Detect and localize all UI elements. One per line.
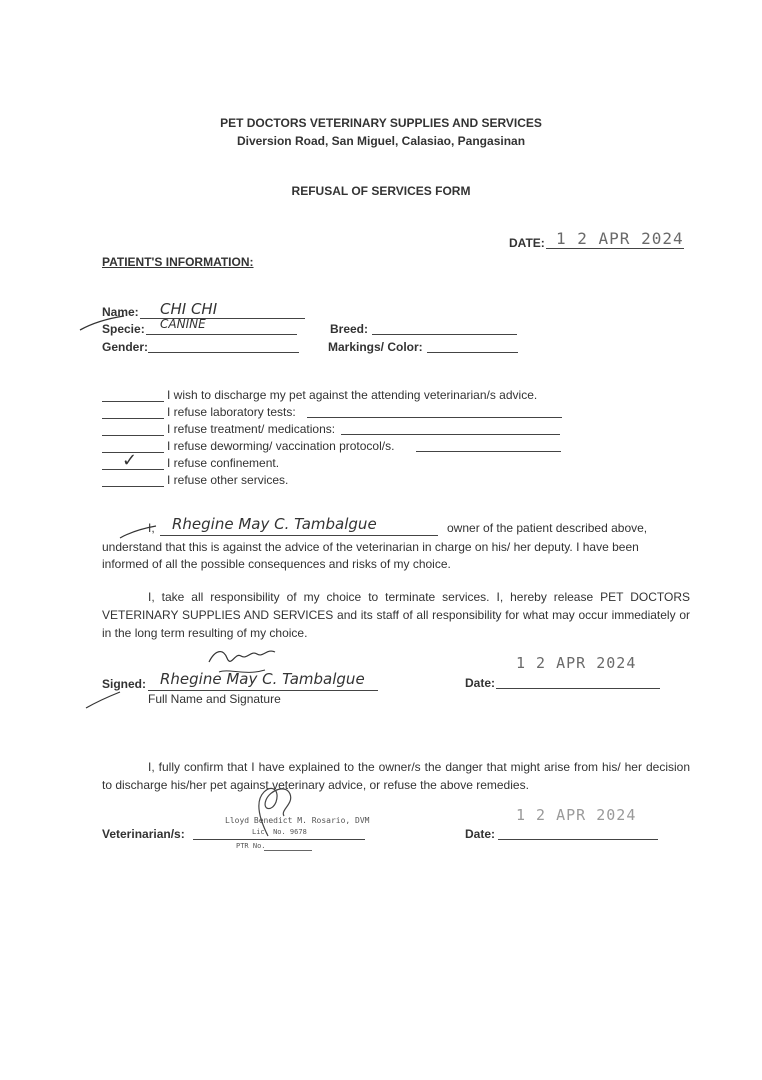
date-line: [546, 248, 684, 249]
option-treatment: I refuse treatment/ medications:: [167, 422, 336, 436]
statement-line2: understand that this is against the advice of the veterinarian in charge on his/ her deputy. I have been: [102, 540, 639, 554]
specie-label: Specie:: [102, 322, 145, 336]
statement-line1: owner of the patient described above,: [447, 521, 648, 535]
option-blank-line: [102, 435, 164, 436]
name-value: CHI CHI: [160, 300, 218, 318]
vet-date-stamp: 1 2 APR 2024: [516, 806, 637, 824]
veterinarian-label: Veterinarian/s:: [102, 827, 185, 841]
option-discharge: I wish to discharge my pet against the attending veterinarian/s advice.: [167, 388, 538, 402]
breed-line: [372, 334, 517, 335]
patient-info-heading: PATIENT'S INFORMATION:: [102, 255, 254, 269]
date-stamp: 1 2 APR 2024: [556, 229, 684, 248]
owner-signature-scribble: [205, 642, 280, 682]
markings-label: Markings/ Color:: [328, 340, 423, 354]
breed-label: Breed:: [330, 322, 369, 336]
treatment-line: [341, 434, 560, 435]
signed-line: [148, 690, 378, 691]
signed-handwritten-name: Rhegine May C. Tambalgue: [160, 670, 365, 688]
option-lab-tests: I refuse laboratory tests:: [167, 405, 296, 419]
specie-value: CANINE: [160, 317, 206, 331]
form-title: REFUSAL OF SERVICES FORM: [291, 184, 471, 198]
statement-prefix: I,: [148, 521, 155, 535]
option-blank-line: [102, 486, 164, 487]
option-other-services: I refuse other services.: [167, 473, 289, 487]
pen-stroke-mark: [84, 690, 124, 712]
vet-stamp-name: Lloyd Benedict M. Rosario, DVM: [225, 816, 370, 825]
owner-name-handwritten: Rhegine May C. Tambalgue: [172, 515, 377, 533]
date-label: DATE:: [509, 236, 545, 250]
lab-tests-line: [307, 417, 562, 418]
gender-label: Gender:: [102, 340, 149, 354]
company-name: PET DOCTORS VETERINARY SUPPLIES AND SERVICES: [220, 116, 542, 130]
pen-stroke-mark: [118, 522, 160, 542]
vet-ptr-line: [264, 850, 312, 851]
signed-label: Signed:: [102, 677, 146, 691]
name-label: Name:: [102, 305, 139, 319]
vet-date-line: [498, 839, 658, 840]
company-address: Diversion Road, San Miguel, Calasiao, Pangasinan: [236, 134, 526, 148]
owner-name-line: [160, 535, 438, 536]
responsibility-paragraph: I, take all responsibility of my choice to terminate services. I, hereby release PET DOCTORS VETERINARY SUPPLIES AND SERVICES and its staff of all responsibility for what may occur immediately or in the long term resulting of my choice.: [102, 590, 690, 640]
signed-date-line: [496, 688, 660, 689]
vet-stamp-license: Lic. No. 9678: [252, 828, 307, 836]
vet-stamp-ptr: PTR No.: [236, 842, 266, 850]
confirmation-paragraph: I, fully confirm that I have explained to the owner/s the danger that might arise from his/ her decision to discharge his/her pet against veterinary advice, or refuse the above remedies.: [102, 760, 690, 792]
signed-date-label: Date:: [465, 676, 496, 690]
signed-date-stamp: 1 2 APR 2024: [516, 654, 637, 672]
deworming-line: [416, 451, 561, 452]
option-blank-line: [102, 401, 164, 402]
option-blank-line: [102, 418, 164, 419]
full-name-signature-label: Full Name and Signature: [148, 692, 281, 706]
vet-signature-scribble: [240, 780, 310, 840]
specie-line: [146, 334, 297, 335]
markings-line: [427, 352, 518, 353]
statement-line3: informed of all the possible consequences and risks of my choice.: [102, 557, 451, 571]
vet-date-label: Date:: [465, 827, 496, 841]
confinement-check-mark: ✓: [122, 450, 138, 471]
option-deworming: I refuse deworming/ vaccination protocol/s.: [167, 439, 395, 453]
pen-stroke-mark: [78, 312, 128, 334]
option-confinement: I refuse confinement.: [167, 456, 280, 470]
gender-line: [148, 352, 299, 353]
